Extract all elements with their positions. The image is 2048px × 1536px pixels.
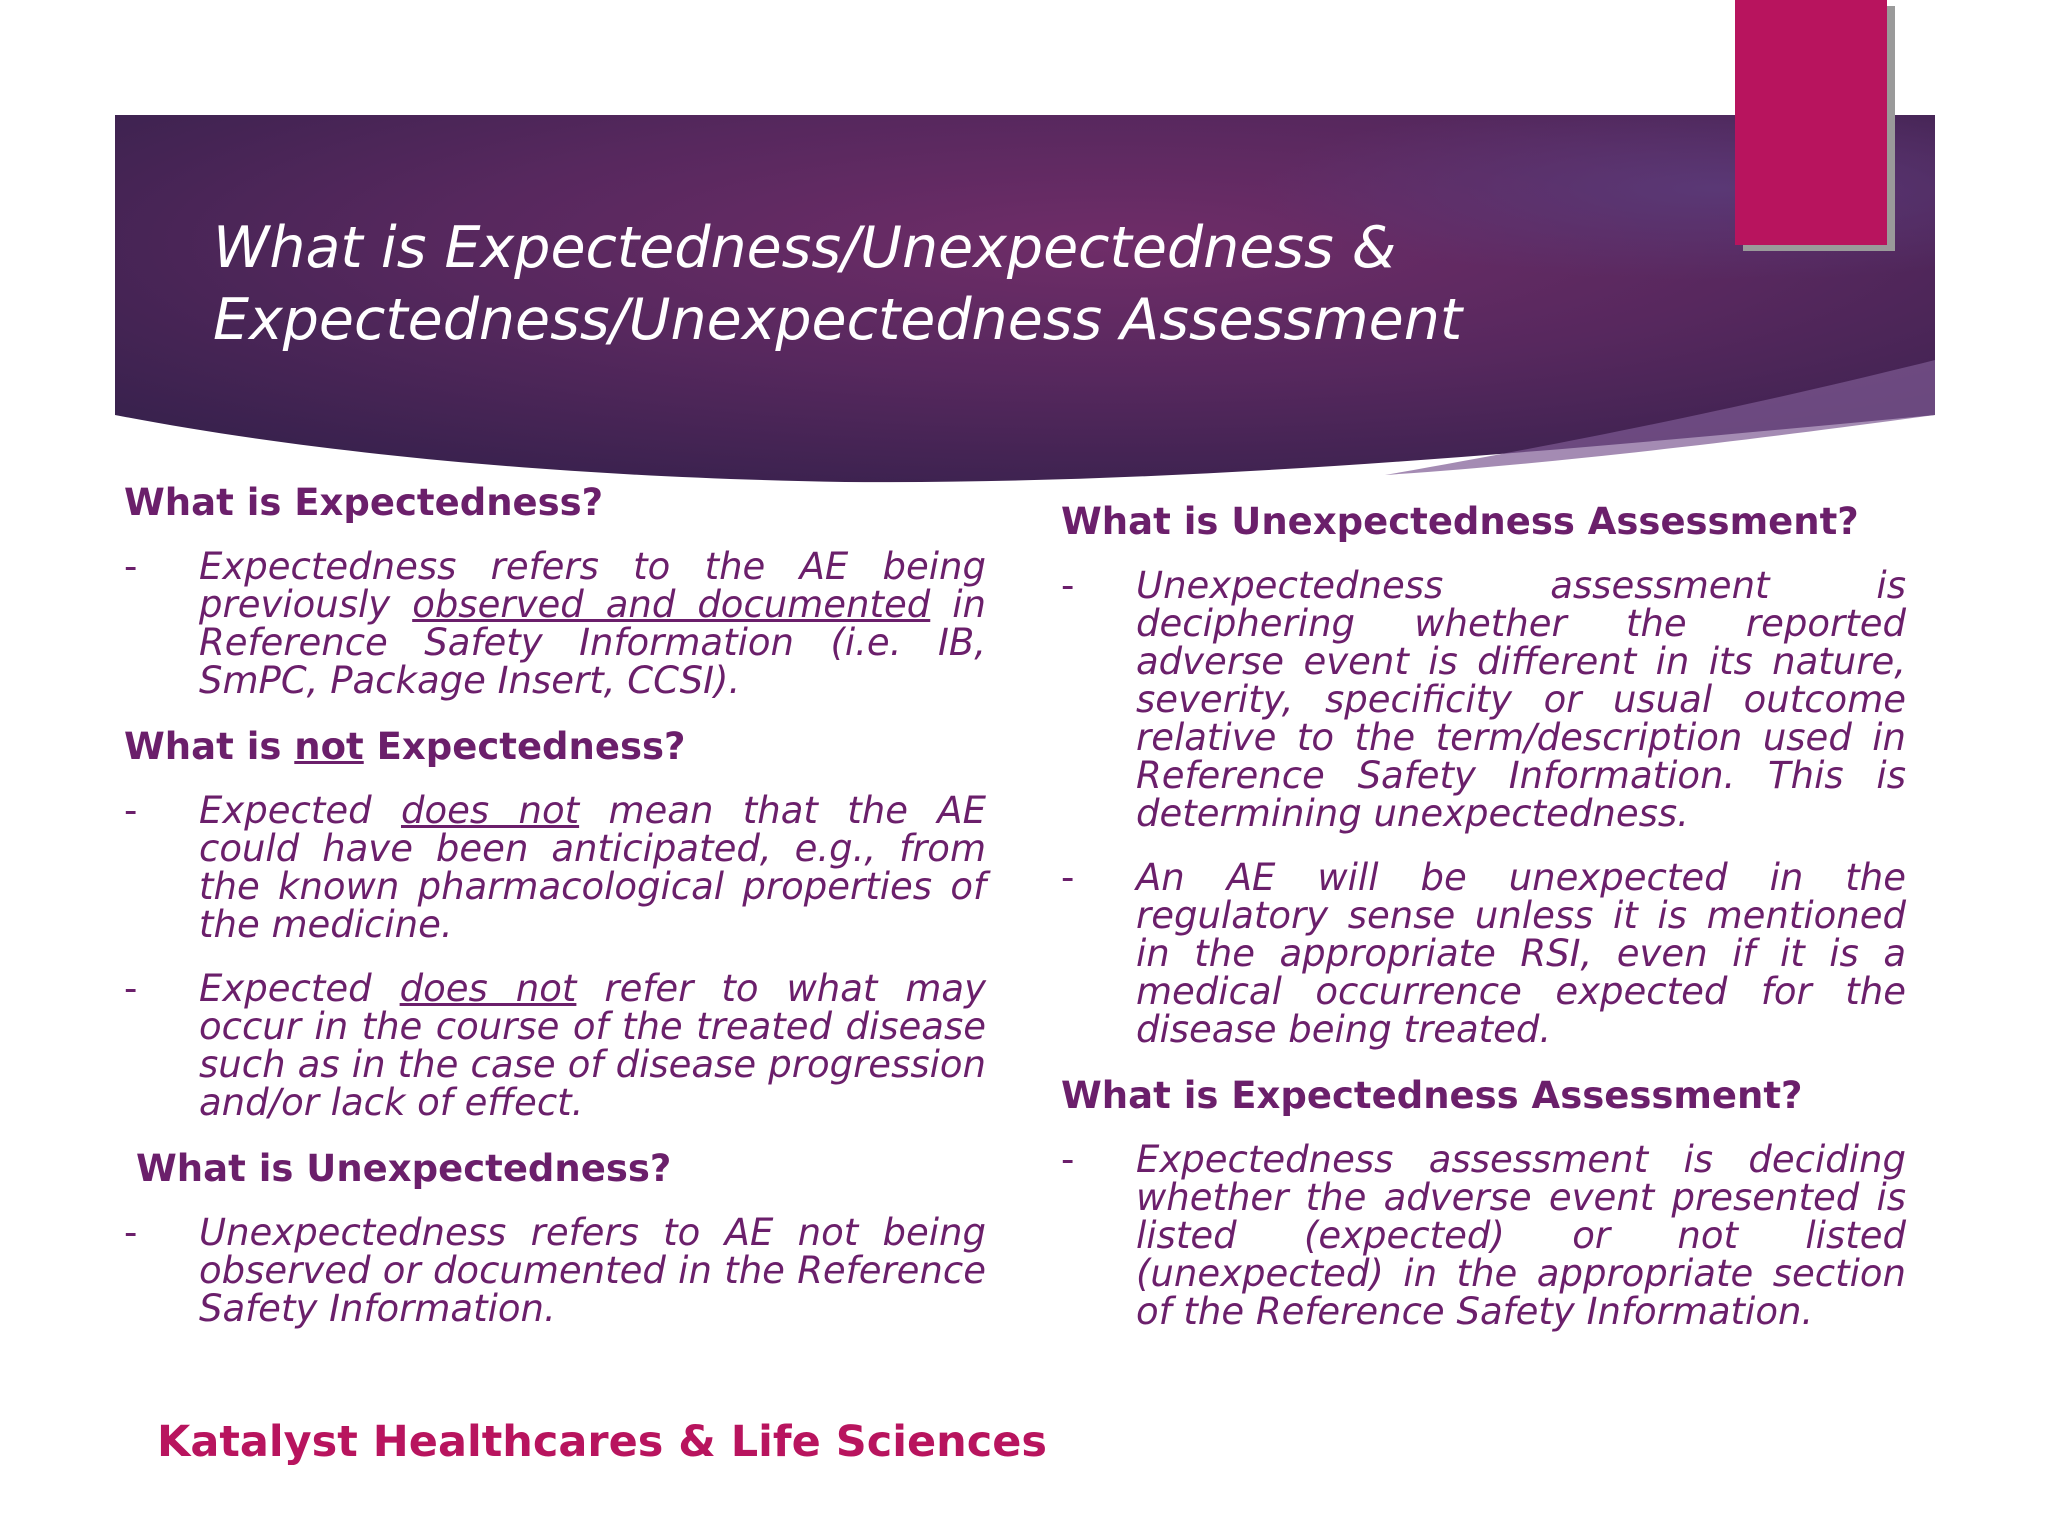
bullet-text: Expectedness assessment is deciding whether the adverse event presented is listed (expected) or not listed (unexpected) in the appropriate section of the Reference Safety Information.: [1136, 1138, 1906, 1333]
text-run: Expected: [199, 967, 400, 1010]
bullet-expectedness-definition: [124, 545, 986, 702]
text-run: in Reference Safety Information (i.e. IB, SmPC, Package Insert, CCSI).: [199, 583, 986, 702]
heading-unexpectedness-assessment: What is Unexpectedness Assessment?: [1061, 500, 1859, 543]
heading-what-is-expectedness: What is Expectedness?: [124, 481, 604, 524]
bullet-dash: -: [124, 545, 138, 588]
bullet-text: [199, 789, 986, 946]
heading-what-is-unexpectedness: What is Unexpectedness?: [136, 1147, 672, 1190]
heading-expectedness-assessment: What is Expectedness Assessment?: [1061, 1074, 1803, 1117]
bullet-not-disease-course: [124, 967, 986, 1124]
bullet-regulatory-sense: [1061, 856, 1906, 1051]
bullet-unexpectedness-definition: [124, 1211, 986, 1330]
text-run: Expectedness?: [363, 725, 686, 768]
bullet-dash: -: [124, 967, 138, 1010]
text-run: mean that the AE could have been anticipated, e.g., from the known pharmacological properties of the medicine.: [199, 789, 986, 946]
bullet-unexpectedness-assessment: [1061, 564, 1906, 835]
text-run: What is: [124, 725, 295, 768]
footer-company-name: Katalyst Healthcares & Life Sciences: [157, 1417, 1047, 1467]
text-run: Expectedness refers to the AE being previously: [199, 545, 986, 626]
text-run: Expected: [199, 789, 401, 832]
bullet-text: Unexpectedness assessment is deciphering whether the reported adverse event is different in its nature, severity, specificity or usual outcome relative to the term/description used in Reference Safety Information. This is determining unexpectedness.: [1136, 564, 1906, 835]
bullet-text: An AE will be unexpected in the regulatory sense unless it is mentioned in the appropriate RSI, even if it is a medical occurrence expected for the disease being treated.: [1136, 856, 1906, 1051]
bullet-text: Unexpectedness refers to AE not being observed or documented in the Reference Safety Information.: [199, 1211, 986, 1330]
slide-title-line-1: What is Expectedness/Unexpectedness &: [213, 215, 1397, 281]
slide-title-line-2: Expectedness/Unexpectedness Assessment: [213, 287, 1463, 353]
accent-bar: [1735, 0, 1887, 245]
underlined-text: not: [294, 725, 364, 768]
bullet-dash: -: [1061, 1138, 1075, 1181]
slide-title: [213, 212, 1713, 356]
text-run: refer to what may occur in the course of the treated disease such as in the case of disease progression and/or lack of effect.: [199, 967, 986, 1124]
bullet-dash: -: [124, 789, 138, 832]
bullet-dash: -: [1061, 856, 1075, 899]
heading-what-is-not-expectedness: [124, 724, 986, 770]
underlined-text: does not: [400, 789, 580, 832]
underlined-text: observed and documented: [412, 583, 931, 626]
bullet-text: [199, 545, 986, 702]
bullet-text: [199, 967, 986, 1124]
right-column: [1061, 499, 1906, 1331]
bullet-not-anticipated: [124, 789, 986, 946]
bullet-expectedness-assessment: [1061, 1138, 1906, 1333]
left-column: [124, 480, 986, 1328]
bullet-dash: -: [1061, 564, 1075, 607]
underlined-text: does not: [399, 967, 577, 1010]
bullet-dash: -: [124, 1211, 138, 1254]
